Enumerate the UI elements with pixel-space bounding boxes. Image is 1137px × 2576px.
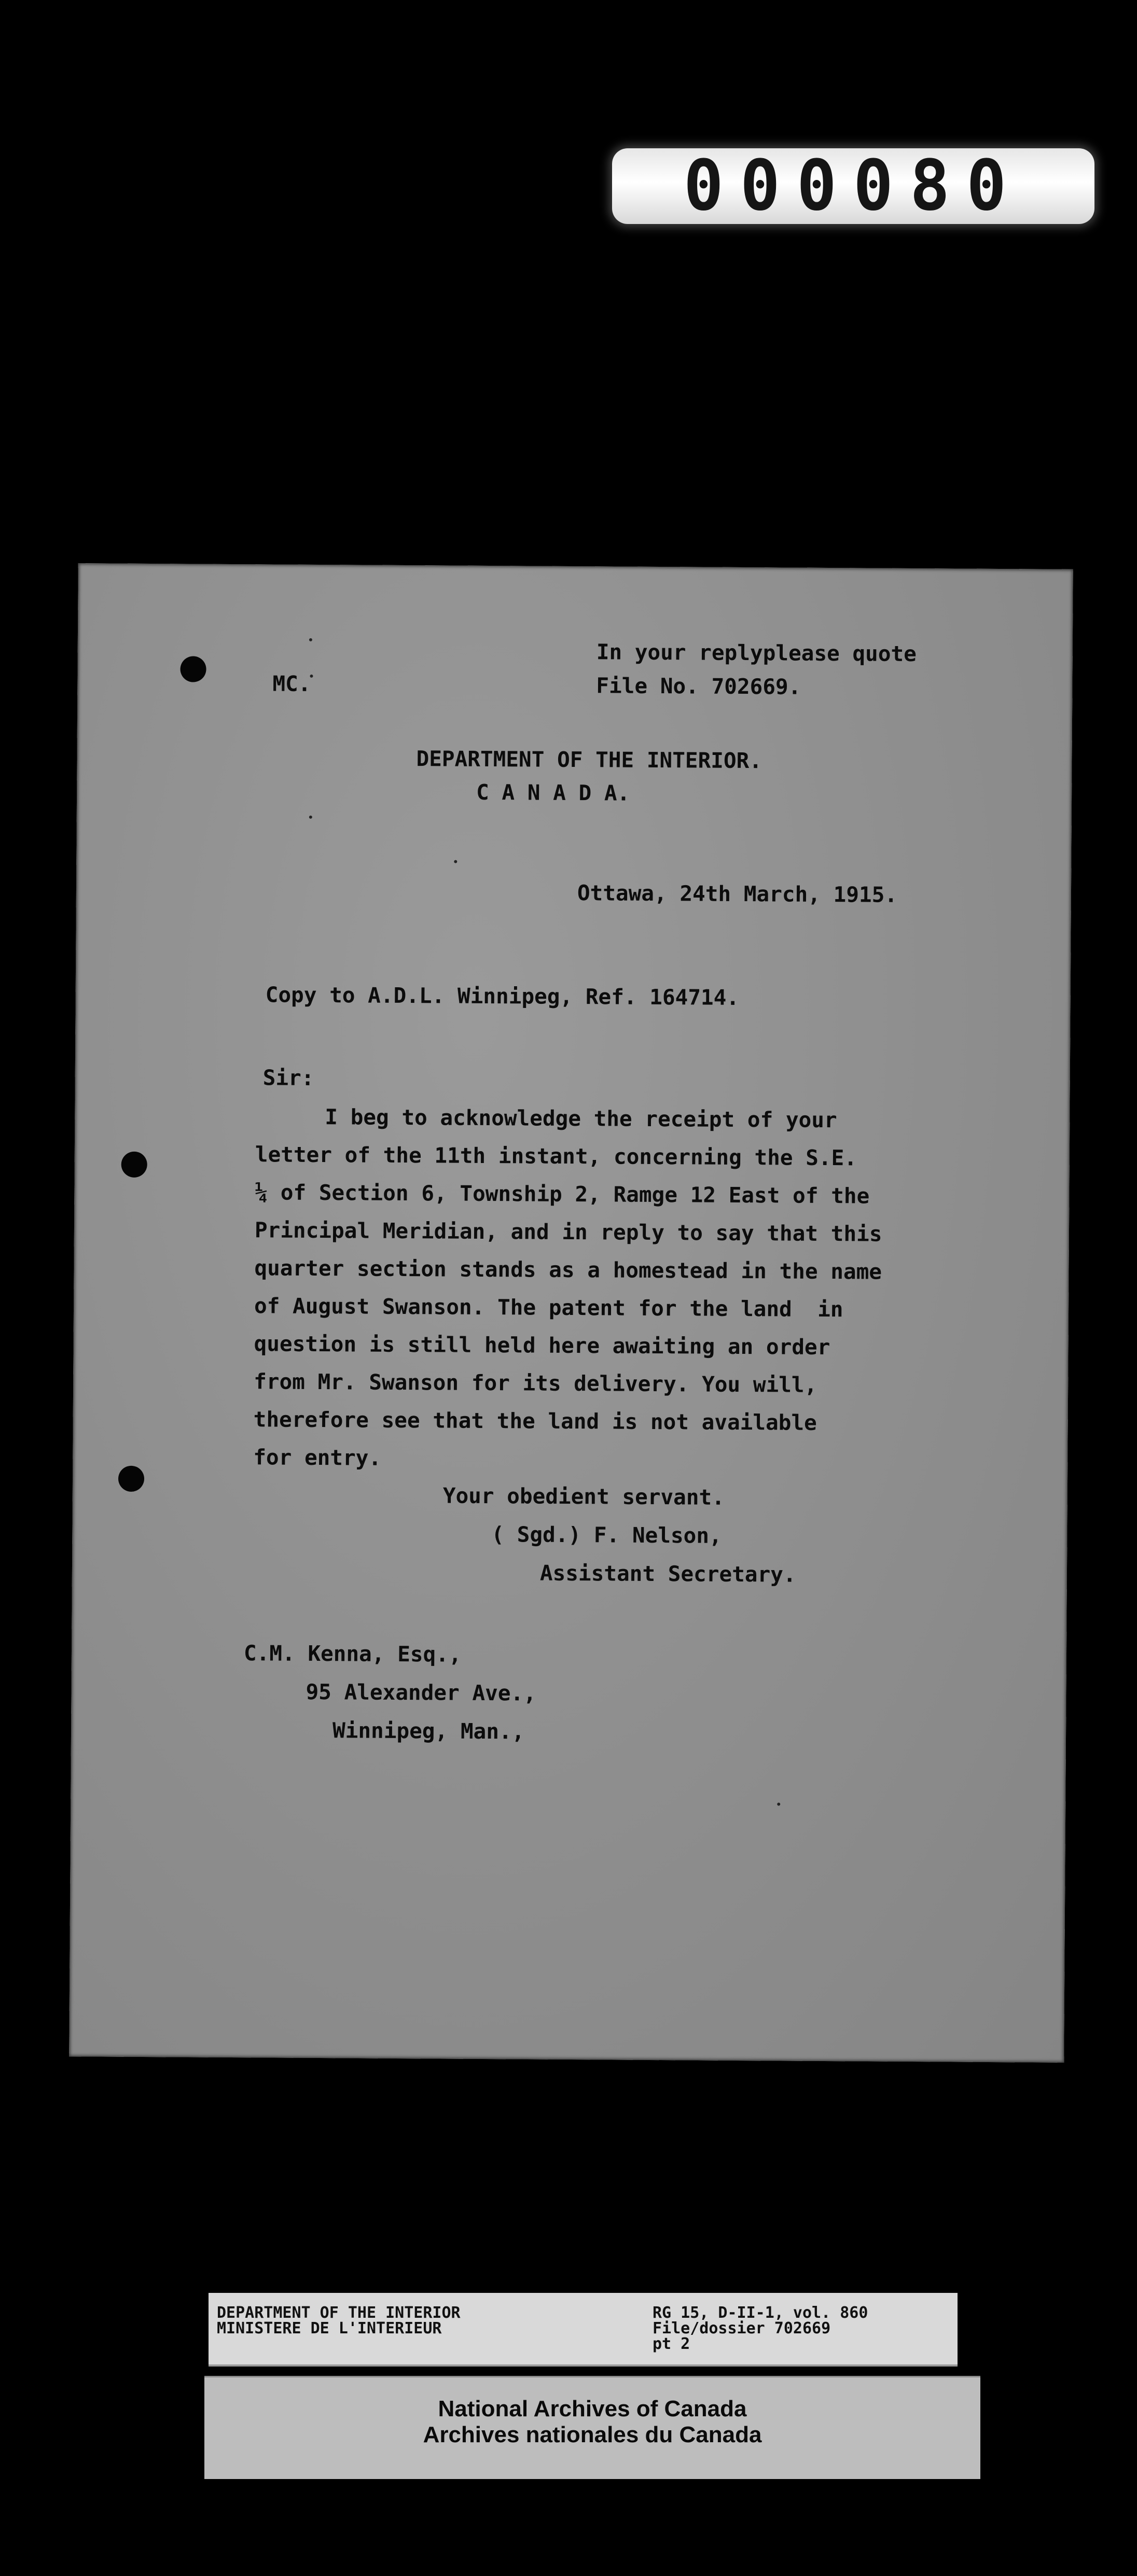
copy-to-line: Copy to A.D.L. Winnipeg, Ref. 164714. [265,982,740,1010]
body-line: of August Swanson. The patent for the land in [254,1293,843,1322]
record-group: RG 15, D-II-1, vol. 860 [653,2304,868,2322]
archives-name-fr: Archives nationales du Canada [423,2422,762,2447]
archives-name-en: National Archives of Canada [438,2396,747,2421]
department-fr: MINISTERE DE L'INTERIEUR [217,2319,442,2337]
ink-speck [309,638,312,641]
ink-speck [777,1802,780,1805]
salutation: Sir: [262,1065,314,1090]
frame-number-label [612,145,1094,227]
body-line: letter of the 11th instant, concerning the S.E. [255,1142,857,1171]
ink-speck [454,860,457,863]
body-line: Principal Meridian, and in reply to say that this [254,1217,882,1247]
ink-speck [309,816,312,819]
body-line: question is still held here awaiting an order [254,1331,830,1360]
addressee-street: 95 Alexander Ave., [306,1679,536,1706]
file-number: File No. 702669. [596,673,801,699]
signer-title: Assistant Secretary. [539,1560,796,1587]
archive-reference-label [209,2293,958,2367]
punch-hole-top [180,656,206,682]
signature: ( Sgd.) F. Nelson, [491,1522,722,1548]
body-line: quarter section stands as a homestead in the name [254,1255,882,1284]
initials: MC. [272,671,311,696]
frame-number: 000080 [683,145,1023,227]
country-heading: C A N A D A. [476,779,630,806]
body-line: I beg to acknowledge the receipt of your [325,1104,837,1133]
letter-date: Ottawa, 24th March, 1915. [577,880,898,907]
body-line: ¼ of Section 6, Township 2, Ramge 12 East of the [255,1180,870,1209]
file-dossier: File/dossier 702669 [653,2319,831,2337]
body-line: therefore see that the land is not available [253,1407,817,1435]
body-line: for entry. [253,1445,382,1471]
part-number: pt 2 [653,2335,690,2353]
reply-instruction: In your replyplease quote [596,639,917,667]
department-en: DEPARTMENT OF THE INTERIOR [217,2304,461,2322]
archives-credit-label [204,2376,980,2479]
addressee-city: Winnipeg, Man., [332,1718,525,1744]
body-line: from Mr. Swanson for its delivery. You will, [254,1369,817,1397]
department-heading: DEPARTMENT OF THE INTERIOR. [416,746,762,774]
letter-sheet [69,563,1073,2063]
punch-hole-middle [121,1152,147,1178]
addressee-name: C.M. Kenna, Esq., [243,1641,462,1667]
closing: Your obedient servant. [442,1483,725,1510]
punch-hole-bottom [118,1466,144,1492]
